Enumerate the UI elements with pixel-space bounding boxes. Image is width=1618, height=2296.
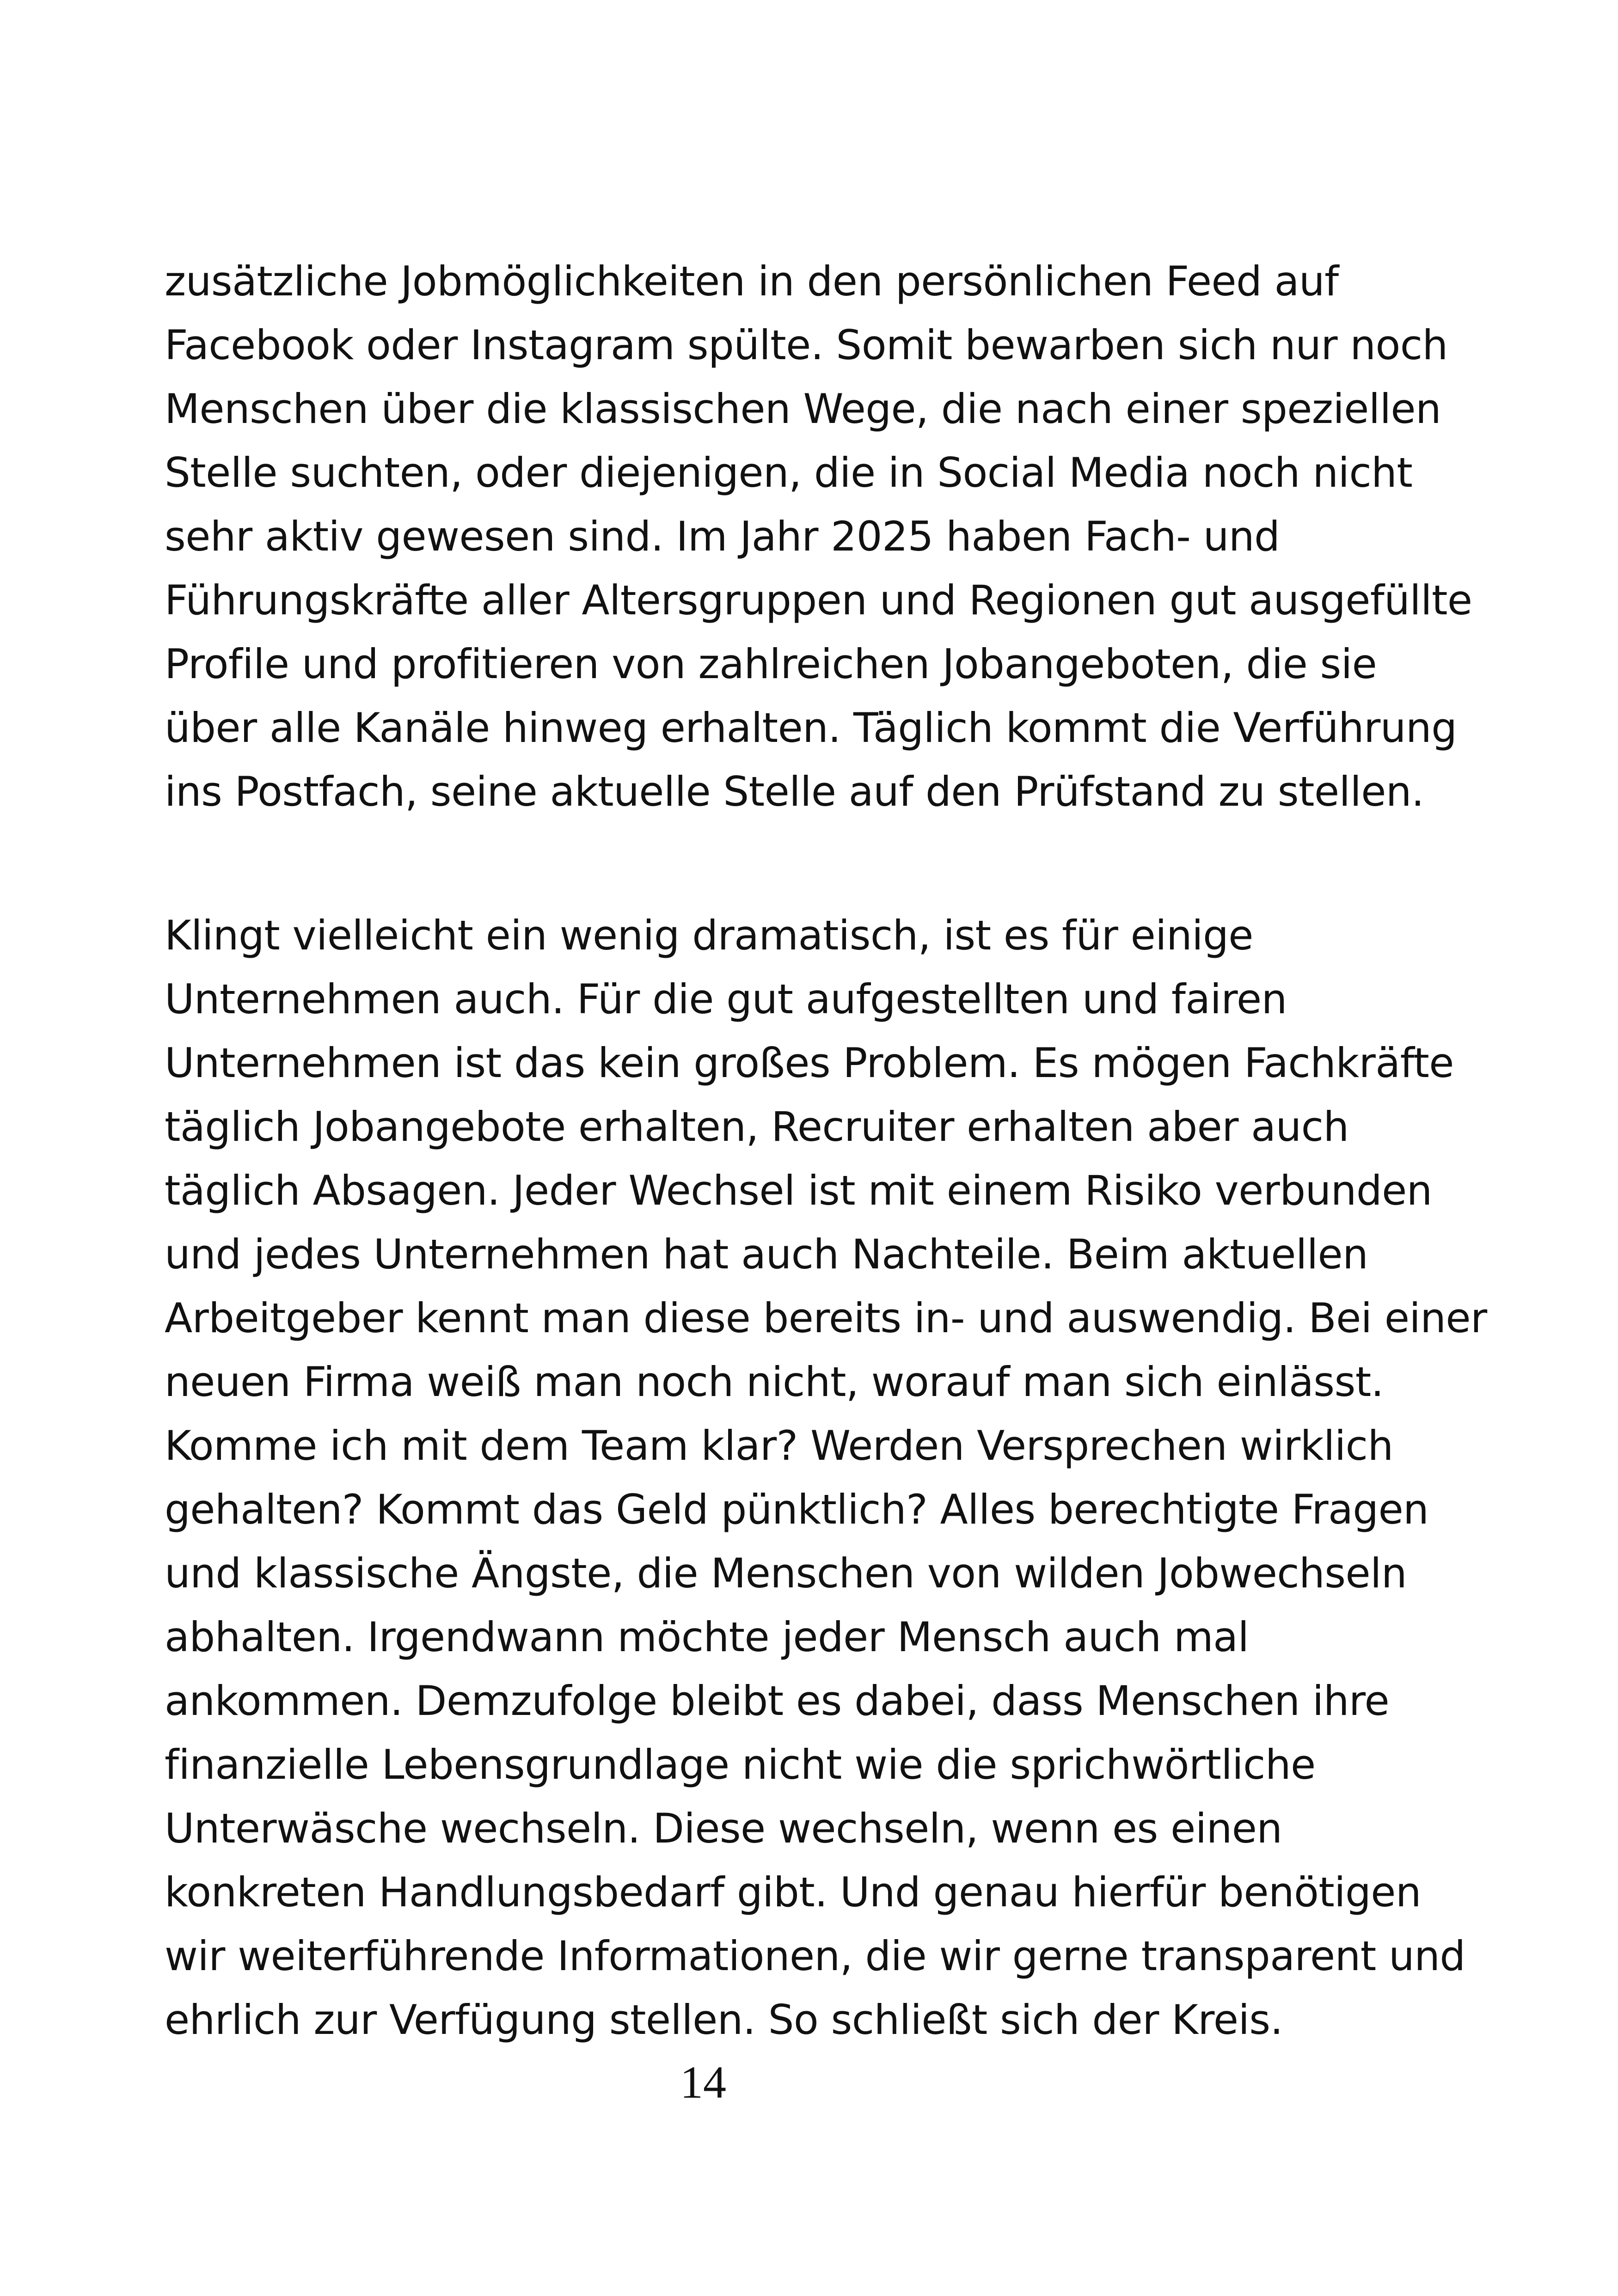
text-line: wir weiterführende Informationen, die wir gerne transparent und bbox=[165, 1932, 1465, 1980]
text-line: Stelle suchten, oder diejenigen, die in Social Media noch nicht bbox=[165, 449, 1413, 496]
text-line: Führungskräfte aller Altersgruppen und Regionen gut ausgefüllte bbox=[165, 576, 1472, 624]
text-line: ankommen. Demzufolge bleibt es dabei, dass Menschen ihre bbox=[165, 1677, 1390, 1725]
text-line: Klingt vielleicht ein wenig dramatisch, ist es für einige bbox=[165, 912, 1253, 959]
text-line: abhalten. Irgendwann möchte jeder Mensch auch mal bbox=[165, 1613, 1249, 1661]
page-number: 14 bbox=[680, 2057, 726, 2108]
text-line: ehrlich zur Verfügung stellen. So schließt sich der Kreis. bbox=[165, 1996, 1283, 2044]
text-line: finanzielle Lebensgrundlage nicht wie die sprichwörtliche bbox=[165, 1741, 1316, 1788]
text-line: Komme ich mit dem Team klar? Werden Versprechen wirklich bbox=[165, 1422, 1393, 1469]
text-line: täglich Jobangebote erhalten, Recruiter erhalten aber auch bbox=[165, 1103, 1349, 1151]
text-line: über alle Kanäle hinweg erhalten. Täglich kommt die Verführung bbox=[165, 704, 1457, 752]
text-line: konkreten Handlungsbedarf gibt. Und genau hierfür benötigen bbox=[165, 1868, 1421, 1916]
text-line: gehalten? Kommt das Geld pünktlich? Alles berechtigte Fragen bbox=[165, 1486, 1429, 1533]
text-line: Arbeitgeber kennt man diese bereits in- und auswendig. Bei einer bbox=[165, 1294, 1487, 1342]
text-line: sehr aktiv gewesen sind. Im Jahr 2025 haben Fach- und bbox=[165, 513, 1280, 560]
text-line: Facebook oder Instagram spülte. Somit bewarben sich nur noch bbox=[165, 321, 1448, 369]
text-line: Unternehmen auch. Für die gut aufgestellten und fairen bbox=[165, 975, 1287, 1023]
text-line: Menschen über die klassischen Wege, die nach einer speziellen bbox=[165, 385, 1441, 433]
text-line: Profile und profitieren von zahlreichen Jobangeboten, die sie bbox=[165, 640, 1377, 688]
text-line: Unternehmen ist das kein großes Problem. Es mögen Fachkräfte bbox=[165, 1039, 1454, 1087]
text-line: neuen Firma weiß man noch nicht, worauf man sich einlässt. bbox=[165, 1358, 1384, 1406]
text-line: zusätzliche Jobmöglichkeiten in den persönlichen Feed auf bbox=[165, 257, 1339, 305]
text-line: täglich Absagen. Jeder Wechsel ist mit einem Risiko verbunden bbox=[165, 1167, 1432, 1214]
text-line: ins Postfach, seine aktuelle Stelle auf den Prüfstand zu stellen. bbox=[165, 768, 1424, 815]
text-line: Unterwäsche wechseln. Diese wechseln, wenn es einen bbox=[165, 1805, 1282, 1852]
paragraph-1 bbox=[165, 250, 1472, 824]
text-line: und jedes Unternehmen hat auch Nachteile. Beim aktuellen bbox=[165, 1231, 1368, 1278]
paragraph-2 bbox=[165, 904, 1487, 2052]
text-line: und klassische Ängste, die Menschen von wilden Jobwechseln bbox=[165, 1549, 1407, 1597]
